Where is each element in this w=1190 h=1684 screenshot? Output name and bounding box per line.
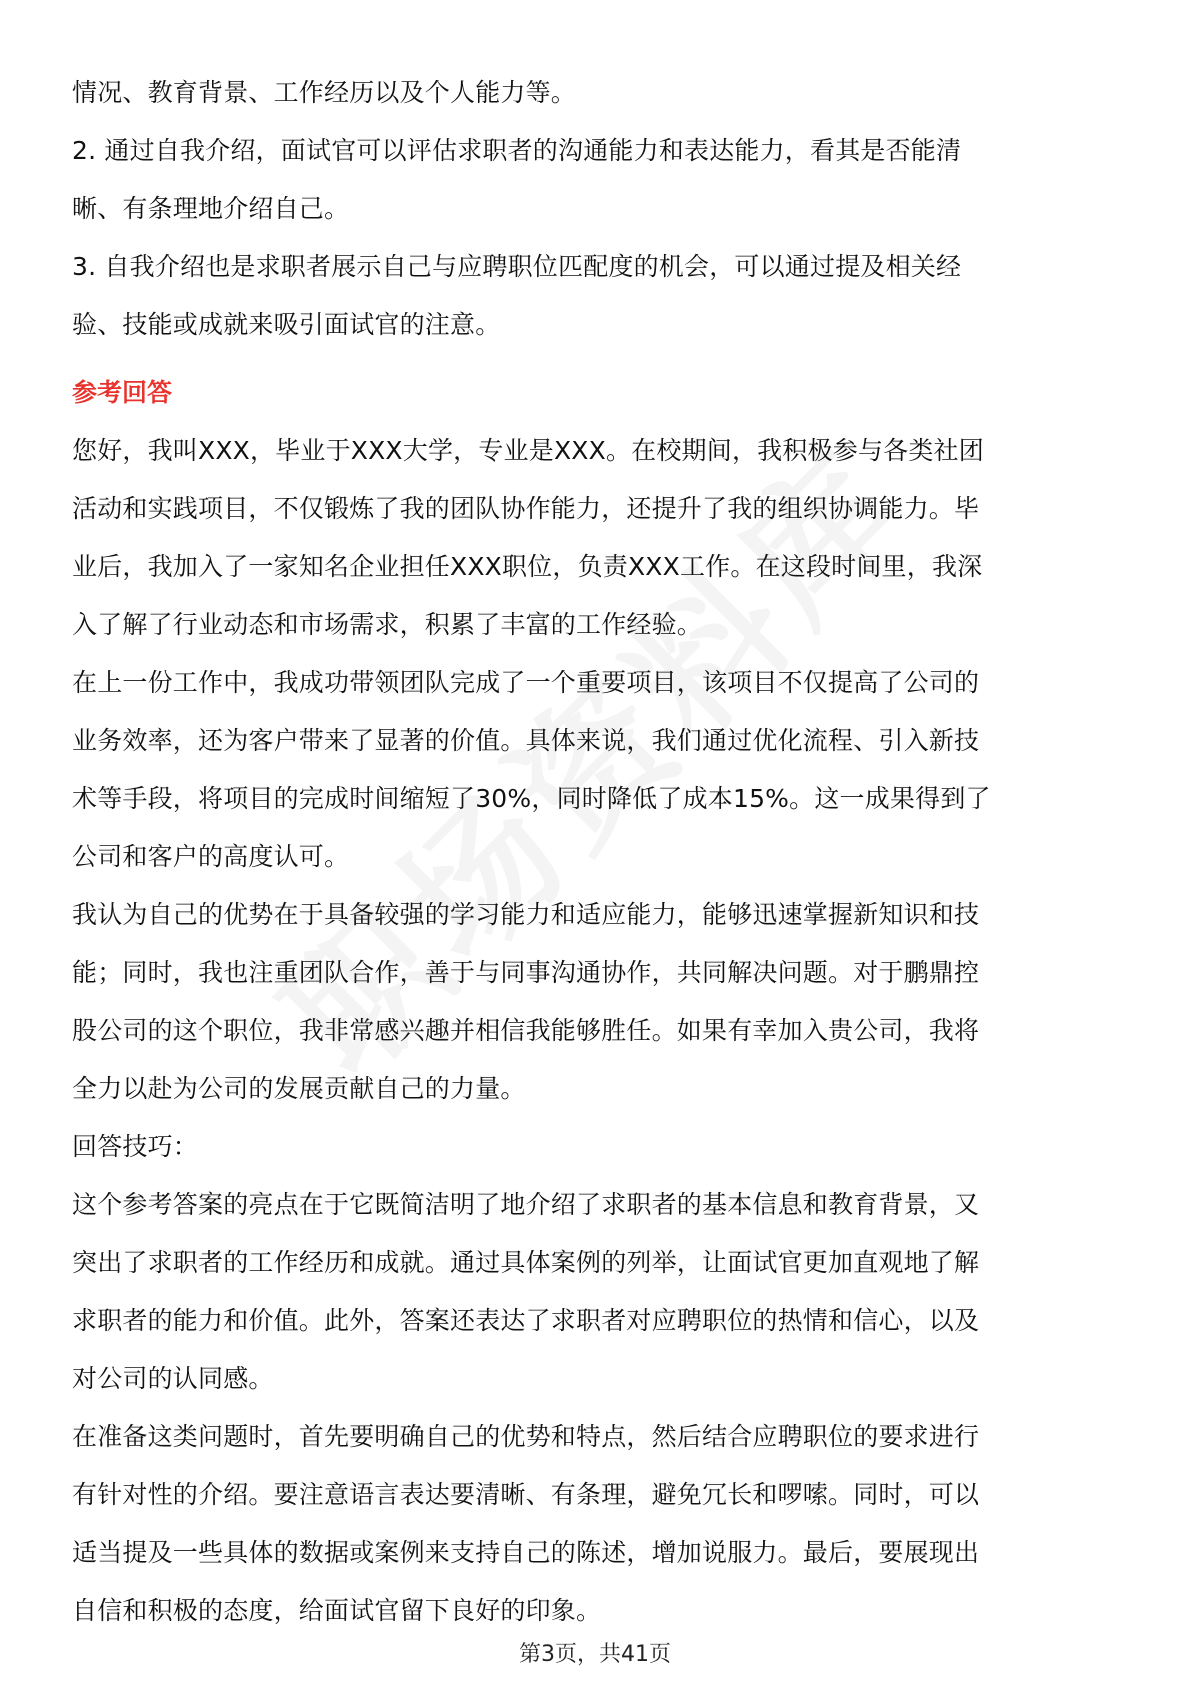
text-line: 晰、有条理地介绍自己。 <box>72 194 350 223</box>
text-line: 在准备这类问题时，首先要明确自己的优势和特点，然后结合应聘职位的要求进行 <box>72 1422 980 1451</box>
text-line: 股公司的这个职位，我非常感兴趣并相信我能够胜任。如果有幸加入贵公司，我将 <box>72 1016 980 1045</box>
section-heading: 参考回答 <box>72 378 173 407</box>
text-line: 验、技能或成就来吸引面试官的注意。 <box>72 310 501 339</box>
document-body <box>72 64 1122 1640</box>
text-line: 情况、教育背景、工作经历以及个人能力等。 <box>72 78 577 107</box>
text-line: 我认为自己的优势在于具备较强的学习能力和适应能力，能够迅速掌握新知识和技 <box>72 900 980 929</box>
text-line: 术等手段，将项目的完成时间缩短了30%，同时降低了成本15%。这一成果得到了 <box>72 784 991 813</box>
text-line: 活动和实践项目，不仅锻炼了我的团队协作能力，还提升了我的组织协调能力。毕 <box>72 494 980 523</box>
text-line: 这个参考答案的亮点在于它既简洁明了地介绍了求职者的基本信息和教育背景，又 <box>72 1190 980 1219</box>
text-line: 公司和客户的高度认可。 <box>72 842 350 871</box>
subheading-line: 回答技巧： <box>72 1132 199 1161</box>
text-line: 您好，我叫XXX，毕业于XXX大学，专业是XXX。在校期间，我积极参与各类社团 <box>72 436 984 465</box>
text-line: 2. 通过自我介绍，面试官可以评估求职者的沟通能力和表达能力，看其是否能清 <box>72 136 962 165</box>
intro-block <box>72 64 1122 354</box>
text-line: 3. 自我介绍也是求职者展示自己与应聘职位匹配度的机会，可以通过提及相关经 <box>72 252 962 281</box>
text-line: 业务效率，还为客户带来了显著的价值。具体来说，我们通过优化流程、引入新技 <box>72 726 980 755</box>
text-line: 全力以赴为公司的发展贡献自己的力量。 <box>72 1074 526 1103</box>
text-line: 适当提及一些具体的数据或案例来支持自己的陈述，增加说服力。最后，要展现出 <box>72 1538 980 1567</box>
text-line: 在上一份工作中，我成功带领团队完成了一个重要项目，该项目不仅提高了公司的 <box>72 668 980 697</box>
text-line: 有针对性的介绍。要注意语言表达要清晰、有条理，避免冗长和啰嗦。同时，可以 <box>72 1480 980 1509</box>
page-number: 第3页，共41页 <box>519 1642 671 1667</box>
text-line: 入了解了行业动态和市场需求，积累了丰富的工作经验。 <box>72 610 703 639</box>
text-line: 求职者的能力和价值。此外，答案还表达了求职者对应聘职位的热情和信心，以及 <box>72 1306 980 1335</box>
text-line: 突出了求职者的工作经历和成就。通过具体案例的列举，让面试官更加直观地了解 <box>72 1248 980 1277</box>
text-line: 自信和积极的态度，给面试官留下良好的印象。 <box>72 1596 602 1625</box>
answer-block <box>72 422 1122 1640</box>
text-line: 业后，我加入了一家知名企业担任XXX职位，负责XXX工作。在这段时间里，我深 <box>72 552 983 581</box>
text-line: 对公司的认同感。 <box>72 1364 274 1393</box>
text-line: 能；同时，我也注重团队合作，善于与同事沟通协作，共同解决问题。对于鹏鼎控 <box>72 958 980 987</box>
